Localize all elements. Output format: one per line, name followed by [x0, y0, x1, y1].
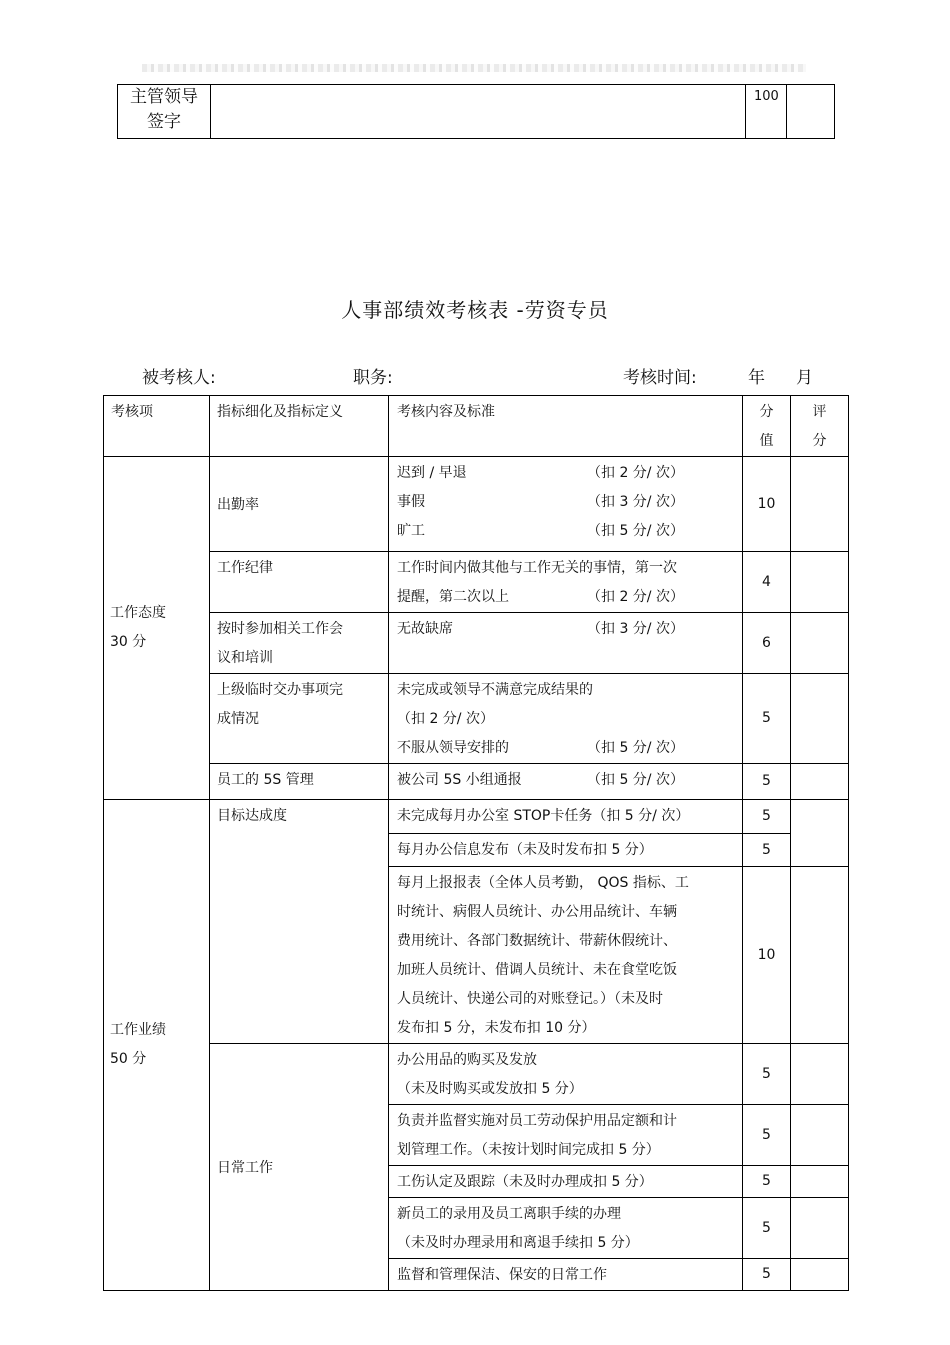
category-performance: [104, 800, 210, 1291]
score-office-info: 5: [743, 834, 791, 867]
signature-field[interactable]: [211, 85, 746, 139]
rating-cell-cleaning[interactable]: [791, 1259, 849, 1291]
signature-label-line2: 签字: [147, 112, 181, 132]
rating-cell-goal-1[interactable]: [791, 800, 849, 867]
criteria-onboarding: [389, 1198, 743, 1259]
rating-cell-temp-tasks[interactable]: [791, 674, 849, 764]
table-row-5s: [104, 764, 849, 800]
signature-label-cell: [118, 85, 211, 139]
rating-cell-5s[interactable]: [791, 764, 849, 800]
indicator-temp-tasks: [210, 674, 389, 764]
category-attitude-name: 工作态度: [110, 605, 166, 621]
criteria-line: 办公用品的购买及发放: [397, 1052, 537, 1068]
page-title: 人事部绩效考核表 -劳资专员: [341, 298, 609, 322]
header-rating: [791, 396, 849, 457]
indicator-goal: 目标达成度: [210, 800, 389, 1044]
category-attitude-points: 30 分: [110, 634, 147, 650]
year-label: 年: [748, 368, 765, 388]
table-row-stop-card: [104, 800, 849, 834]
indicator-line: 成情况: [217, 711, 259, 727]
indicator-attendance: 出勤率: [210, 457, 389, 552]
header-rating-line2: 分: [812, 433, 827, 449]
examinee-label: 被考核人:: [142, 368, 216, 388]
signature-rating-cell[interactable]: [787, 85, 835, 139]
table-row-attendance: [104, 457, 849, 552]
score-office-supplies: 5: [743, 1044, 791, 1105]
criteria-line: 无故缺席: [397, 621, 453, 637]
assessment-table: [103, 395, 849, 1291]
header-indicator: 指标细化及指标定义: [210, 396, 389, 457]
indicator-5s: 员工的 5S 管理: [210, 764, 389, 800]
rating-cell-attitude[interactable]: [791, 457, 849, 552]
criteria-office-info: 每月办公信息发布（未及时发布扣 5 分）: [389, 834, 743, 867]
header-score: [743, 396, 791, 457]
header-noise-strip: [142, 64, 806, 72]
indicator-line: 议和培训: [217, 650, 273, 666]
signature-label-line1: 主管领导: [130, 87, 198, 107]
score-cleaning: 5: [743, 1259, 791, 1291]
criteria-deduction: （扣 5 分/ 次）: [587, 740, 684, 756]
criteria-deduction: （扣 2 分/ 次）: [587, 465, 684, 481]
indicator-meetings: [210, 613, 389, 674]
criteria-temp-tasks: [389, 674, 743, 764]
rating-cell-meetings[interactable]: [791, 613, 849, 674]
rating-cell-monthly-report[interactable]: [791, 867, 849, 1044]
category-performance-name: 工作业绩: [110, 1022, 166, 1038]
criteria-stop-card: 未完成每月办公室 STOP卡任务（扣 5 分/ 次）: [389, 800, 743, 834]
signature-table: [117, 84, 835, 139]
criteria-line: 负责并监督实施对员工劳动保护用品定额和计: [397, 1113, 677, 1129]
criteria-line: 费用统计、各部门数据统计、带薪休假统计、: [397, 933, 677, 949]
score-onboarding: 5: [743, 1198, 791, 1259]
score-labor-protection: 5: [743, 1105, 791, 1166]
criteria-cleaning: 监督和管理保洁、保安的日常工作: [389, 1259, 743, 1291]
criteria-line: 不服从领导安排的: [397, 740, 509, 756]
header-score-line1: 分: [759, 404, 774, 420]
score-injury: 5: [743, 1166, 791, 1198]
criteria-labor-protection: [389, 1105, 743, 1166]
criteria-line: 事假: [397, 494, 425, 510]
criteria-5s: [389, 764, 743, 800]
score-attendance: 10: [743, 457, 791, 552]
criteria-line: （未及时购买或发放扣 5 分）: [397, 1081, 583, 1097]
score-5s: 5: [743, 764, 791, 800]
criteria-deduction: （扣 5 分/ 次）: [587, 772, 684, 788]
table-row-temp-tasks: [104, 674, 849, 764]
table-row-discipline: [104, 552, 849, 613]
table-row-office-supplies: [104, 1044, 849, 1105]
criteria-deduction: （扣 2 分/ 次）: [587, 589, 684, 605]
header-item: 考核项: [104, 396, 210, 457]
month-label: 月: [796, 368, 813, 388]
criteria-line: （扣 2 分/ 次）: [397, 711, 494, 727]
criteria-line: 划管理工作。（未按计划时间完成扣 5 分）: [397, 1142, 660, 1158]
criteria-monthly-report: [389, 867, 743, 1044]
criteria-deduction: （扣 3 分/ 次）: [587, 621, 684, 637]
table-row-meetings: [104, 613, 849, 674]
indicator-daily-work: 日常工作: [210, 1044, 389, 1291]
review-time-label: 考核时间:: [623, 368, 697, 388]
criteria-office-supplies: [389, 1044, 743, 1105]
score-monthly-report: 10: [743, 867, 791, 1044]
criteria-line: 每月上报报表（全体人员考勤， QOS 指标、工: [397, 875, 689, 891]
criteria-line: 时统计、病假人员统计、办公用品统计、车辆: [397, 904, 677, 920]
criteria-line: 发布扣 5 分，未发布扣 10 分）: [397, 1020, 596, 1036]
signature-total-score: 100: [746, 85, 787, 139]
criteria-line: 旷工: [397, 523, 425, 539]
indicator-line: 上级临时交办事项完: [217, 682, 343, 698]
category-performance-points: 50 分: [110, 1051, 147, 1067]
indicator-line: 按时参加相关工作会: [217, 621, 343, 637]
criteria-discipline: [389, 552, 743, 613]
rating-cell-onboarding[interactable]: [791, 1198, 849, 1259]
position-label: 职务:: [353, 368, 393, 388]
header-rating-line1: 评: [812, 404, 827, 420]
rating-cell-discipline[interactable]: [791, 552, 849, 613]
score-discipline: 4: [743, 552, 791, 613]
score-stop-card: 5: [743, 800, 791, 834]
criteria-line: 迟到 / 早退: [397, 465, 467, 481]
signature-row: [118, 85, 835, 139]
indicator-discipline: 工作纪律: [210, 552, 389, 613]
criteria-injury: 工伤认定及跟踪（未及时办理成扣 5 分）: [389, 1166, 743, 1198]
rating-cell-injury[interactable]: [791, 1166, 849, 1198]
criteria-line: 被公司 5S 小组通报: [397, 772, 522, 788]
score-meetings: 6: [743, 613, 791, 674]
rating-cell-office-supplies[interactable]: [791, 1044, 849, 1105]
table-header-row: [104, 396, 849, 457]
criteria-deduction: （扣 3 分/ 次）: [587, 494, 684, 510]
criteria-line: 未完成或领导不满意完成结果的: [397, 682, 593, 698]
rating-cell-labor-protection[interactable]: [791, 1105, 849, 1166]
category-attitude: [104, 457, 210, 800]
criteria-attendance: [389, 457, 743, 552]
criteria-line: 新员工的录用及员工离职手续的办理: [397, 1206, 621, 1222]
header-criteria: 考核内容及标准: [389, 396, 743, 457]
header-score-line2: 值: [759, 433, 774, 449]
criteria-line: 人员统计、快递公司的对账登记。）（未及时: [397, 991, 663, 1007]
criteria-line: 提醒，第二次以上: [397, 589, 509, 605]
criteria-line: （未及时办理录用和离退手续扣 5 分）: [397, 1235, 639, 1251]
criteria-line: 加班人员统计、借调人员统计、未在食堂吃饭: [397, 962, 677, 978]
score-temp-tasks: 5: [743, 674, 791, 764]
criteria-deduction: （扣 5 分/ 次）: [587, 523, 684, 539]
criteria-meetings: [389, 613, 743, 674]
criteria-line: 工作时间内做其他与工作无关的事情，第一次: [397, 560, 677, 576]
